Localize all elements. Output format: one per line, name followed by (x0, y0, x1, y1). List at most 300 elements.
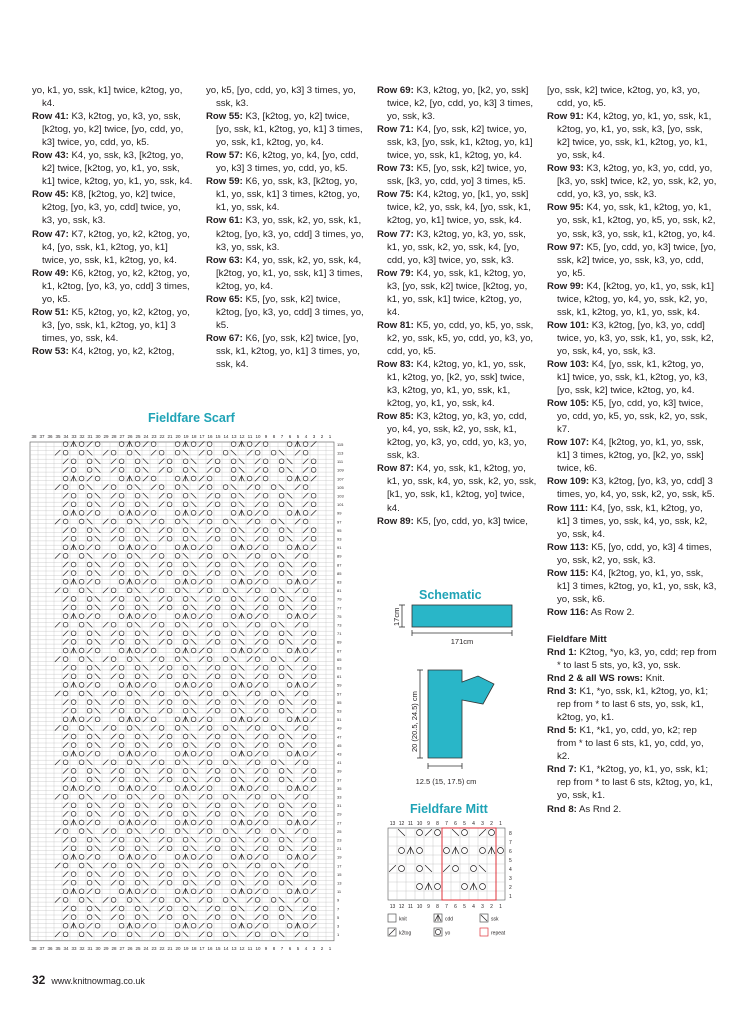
row-label: Row 107: (547, 437, 590, 449)
row-text: yo, k5, [yo, cdd, yo, k3] 3 times, yo, ssk, k3. (206, 85, 356, 110)
row-text: K4, k2tog, yo, k2, k2tog, (71, 345, 175, 357)
instruction-row (377, 319, 537, 358)
scarf-column-number: 7 (280, 434, 284, 439)
pattern-column-4 (547, 84, 717, 816)
mitt-chart-title: Fieldfare Mitt (410, 802, 488, 816)
instruction-row (32, 84, 194, 110)
scarf-column-number: 28 (111, 945, 117, 951)
legend-label-k2tog: k2tog (399, 930, 412, 937)
mitt-instructions (547, 646, 717, 816)
scarf-row-number: 101 (337, 502, 344, 508)
row-label: Rnd 8: (547, 803, 577, 815)
scarf-row-number: 71 (337, 631, 342, 637)
instruction-row (206, 332, 366, 371)
row-text: K1, *k2tog, yo, k1, yo, ssk, k1; rep from * to last 6 sts, k2tog, yo, k1, yo, ssk, k1. (557, 764, 713, 802)
row-text: K3, k2tog, yo, k3, yo, ssk, [k2tog, yo, k2] twice, [yo, cdd, yo, k3] twice, yo, cdd, yo, k5. (42, 111, 184, 149)
mitt-column-number: 2 (490, 821, 493, 827)
row-label: Row 111: (547, 502, 589, 514)
scarf-column-number: 25 (135, 434, 141, 439)
mitt-row-number: 8 (509, 830, 512, 837)
scarf-column-number: 37 (39, 945, 45, 951)
scarf-row-number: 3 (337, 923, 340, 929)
instruction-row (377, 358, 537, 410)
mitt-column-number: 8 (436, 821, 439, 827)
scarf-row-number: 113 (337, 450, 344, 456)
scarf-column-number: 31 (87, 945, 93, 951)
mitt-column-number: 12 (398, 821, 405, 827)
row-label: Row 79: (377, 267, 414, 279)
scarf-column-number: 37 (39, 434, 45, 439)
scarf-column-number: 10 (255, 945, 261, 951)
row-label: Row 83: (377, 358, 414, 370)
row-text: K4, k2tog, yo, k1, yo, ssk, k1, k2tog, yo, [k2, yo, ssk] twice, k3, k2tog, yo, k1, yo, ssk, k1, k2tog, yo, k1, yo, ssk, k4. (387, 358, 526, 410)
scarf-row-number: 85 (337, 570, 342, 576)
instruction-row (547, 541, 717, 567)
scarf-column-number: 2 (320, 434, 324, 439)
row-text: K3, k2tog, [yo, k3, yo, cdd] twice, yo, k3, yo, ssk, k1, yo, ssk, k2, yo, ssk, k4, yo, ssk, k3. (557, 319, 714, 357)
row-label: Row 93: (547, 163, 584, 175)
scarf-row-number: 5 (337, 914, 340, 920)
row-label: Row 61: (206, 215, 243, 227)
scarf-row-number: 1 (337, 932, 340, 938)
row-label: Row 51: (32, 306, 69, 318)
row-label: Row 77: (377, 228, 414, 240)
instruction-row (547, 436, 717, 475)
mitt-column-number: 5 (463, 904, 466, 910)
row-text: K4, [yo, ssk, k2] twice, yo, ssk, k3, [yo, ssk, k1, k2tog, yo, k1] twice, yo, ssk, k1, k2tog, yo, k4. (387, 124, 533, 162)
row-text: As Row 2. (590, 606, 635, 618)
scarf-width-label: 171cm (450, 637, 474, 646)
scarf-column-number: 11 (247, 434, 253, 439)
footer-url[interactable]: www.knitnowmag.co.uk (51, 976, 145, 986)
scarf-row-number: 87 (337, 562, 342, 568)
scarf-height-label: 17cm (392, 607, 401, 626)
mitt-column-number: 9 (427, 904, 430, 910)
scarf-row-number: 39 (337, 768, 342, 774)
scarf-column-number: 20 (175, 434, 181, 439)
row-label: Row 63: (206, 254, 243, 266)
row-text: K5, k2tog, yo, k2, k2tog, yo, k3, [yo, ssk, k1, k2tog, yo, k1] 3 times, yo, ssk, k4. (42, 306, 190, 344)
scarf-row-number: 67 (337, 648, 342, 654)
instruction-row (32, 110, 194, 149)
scarf-column-number: 1 (328, 434, 332, 439)
row-text: K5, [yo, cdd, yo, k3] 4 times, yo, ssk, k2, yo, ssk, k3. (557, 541, 712, 566)
instruction-row (32, 228, 194, 267)
scarf-column-number: 27 (119, 434, 125, 439)
instruction-row (547, 201, 717, 240)
mitt-column-number: 1 (499, 904, 502, 910)
scarf-chart (28, 428, 368, 951)
row-text: K6, k2tog, yo, k4, [yo, cdd, yo, k3] 3 times, yo, cdd, yo, k5. (216, 150, 359, 175)
legend-label-yo: yo (445, 930, 451, 937)
row-text: K1, *yo, ssk, k1, k2tog, yo, k1; rep from * to last 6 sts, yo, ssk, k1, k2tog, yo, k1. (557, 686, 709, 724)
scarf-column-number: 17 (199, 434, 205, 439)
row-label: Row 41: (32, 111, 69, 123)
mitt-length-label: 20 (20.5, 24.5) cm (410, 691, 419, 752)
instruction-row (547, 672, 717, 685)
instruction-row (547, 110, 717, 162)
scarf-row-number: 19 (337, 854, 342, 860)
row-label: Row 49: (32, 267, 69, 279)
mitt-column-number: 2 (490, 904, 493, 910)
scarf-row-number: 35 (337, 785, 342, 791)
row-text: K5, [yo, ssk, k2] twice, k2tog, [yo, k3, yo, cdd] 3 times, yo, k5. (216, 293, 364, 331)
instruction-row (32, 345, 194, 358)
scarf-row-number: 83 (337, 579, 342, 585)
scarf-row-number: 47 (337, 734, 342, 740)
legend-swatch-knit (388, 914, 396, 922)
instruction-row (547, 724, 717, 763)
row-label: Row 73: (377, 163, 414, 175)
scarf-column-number: 8 (272, 434, 276, 439)
scarf-row-number: 37 (337, 777, 342, 783)
row-label: Rnd 7: (547, 764, 577, 776)
scarf-column-number: 32 (79, 945, 85, 951)
instruction-row (206, 149, 366, 175)
scarf-row-number: 69 (337, 639, 342, 645)
scarf-column-number: 20 (175, 945, 181, 951)
row-text: Knit. (645, 673, 665, 685)
scarf-row-number: 41 (337, 760, 342, 766)
legend-label-cdd: cdd (445, 916, 454, 923)
legend-label-ssk: ssk (491, 916, 499, 923)
row-text: K4, [k2tog, yo, k1, yo, ssk, k1] 3 times, k2tog, yo, k1, yo, ssk, k3, yo, ssk, k6. (557, 567, 717, 605)
row-text: K8, [k2tog, yo, k2] twice, k2tog, [yo, k3, yo, cdd] twice, yo, k3, yo, ssk, k3. (42, 189, 181, 227)
row-text: K1, *k1, yo, cdd, yo, k2; rep from * to last 6 sts, k1, yo, cdd, yo, k2. (557, 725, 704, 763)
scarf-column-number: 36 (47, 434, 53, 439)
mitt-column-number: 13 (389, 904, 396, 910)
scarf-column-number: 2 (320, 945, 324, 951)
scarf-column-number: 6 (288, 434, 292, 439)
scarf-column-number: 29 (103, 945, 109, 951)
row-text: K5, [yo, cdd, yo, k3] twice, [yo, ssk, k2] twice, yo, ssk, k3, yo, cdd, yo, k5. (557, 241, 717, 279)
scarf-shape (412, 605, 512, 627)
scarf-row-number: 53 (337, 708, 342, 714)
scarf-row-number: 25 (337, 828, 342, 834)
instruction-row (547, 502, 717, 541)
scarf-row-number: 91 (337, 545, 342, 551)
scarf-column-number: 5 (296, 434, 300, 439)
scarf-row-number: 49 (337, 725, 342, 731)
pattern-column-1 (32, 84, 194, 358)
instruction-row (547, 280, 717, 319)
mitt-column-number: 9 (427, 821, 430, 827)
instruction-row (206, 84, 366, 110)
instruction-row (206, 110, 366, 149)
instruction-row (547, 241, 717, 280)
scarf-column-number: 8 (272, 945, 276, 951)
scarf-row-number: 95 (337, 527, 342, 533)
mitt-column-number: 7 (445, 904, 448, 910)
scarf-chart-title: Fieldfare Scarf (148, 411, 235, 425)
instruction-row (206, 175, 366, 214)
mitt-row-number: 6 (509, 848, 512, 855)
scarf-column-number: 19 (183, 945, 189, 951)
scarf-column-number: 11 (247, 945, 253, 951)
row-text: K4, yo, ssk, k2, yo, ssk, k4, [k2tog, yo, k1, yo, ssk, k1] 3 times, k2tog, yo, k4. (216, 254, 363, 292)
row-label: Row 97: (547, 241, 584, 253)
row-text: K4, [k2tog, yo, k1, yo, ssk, k1] twice, k2tog, yo, k4, yo, ssk, k2, yo, ssk, k1, k2tog, yo, k1, yo, ssk, k4. (557, 280, 714, 318)
scarf-column-number: 21 (167, 434, 173, 439)
scarf-column-number: 3 (312, 945, 316, 951)
mitt-column-number: 13 (389, 821, 396, 827)
scarf-row-number: 103 (337, 493, 344, 499)
scarf-column-number: 3 (312, 434, 316, 439)
mitt-column-number: 1 (499, 821, 502, 827)
mitt-column-number: 4 (472, 821, 475, 827)
scarf-row-number: 105 (337, 484, 344, 490)
scarf-column-number: 26 (127, 434, 133, 439)
scarf-column-number: 34 (63, 434, 69, 439)
scarf-column-number: 30 (95, 945, 101, 951)
scarf-column-number: 22 (159, 434, 165, 439)
scarf-row-number: 33 (337, 794, 342, 800)
scarf-row-number: 79 (337, 596, 342, 602)
mitt-column-number: 10 (416, 821, 423, 827)
row-text: K6, yo, ssk, k3, [k2tog, yo, k1, yo, ssk, k1] 3 times, k2tog, yo, k1, yo, ssk, k4. (216, 176, 360, 214)
scarf-column-number: 18 (191, 945, 197, 951)
row-label: Row 47: (32, 228, 69, 240)
mitt-column-number: 3 (481, 821, 484, 827)
instruction-row (377, 462, 537, 514)
scarf-row-number: 107 (337, 476, 344, 482)
scarf-row-number: 93 (337, 536, 342, 542)
scarf-column-number: 9 (264, 434, 268, 439)
row-text: K4, yo, ssk, k1, k2tog, yo, k3, [yo, ssk, k2] twice, [k2tog, yo, k1, yo, ssk, k1] twice, k2tog, yo, k4. (387, 267, 528, 318)
mitt-row-number: 3 (509, 875, 512, 882)
row-label: Row 71: (377, 124, 414, 136)
scarf-row-number: 65 (337, 656, 342, 662)
row-label: Row 115: (547, 567, 589, 579)
row-label: Row 87: (377, 463, 414, 475)
legend-label-knit: knit (399, 916, 407, 923)
mitt-column-number: 4 (472, 904, 475, 910)
instruction-row (377, 162, 537, 188)
instruction-row (547, 397, 717, 436)
row-label: Row 67: (206, 332, 243, 344)
instruction-row (206, 254, 366, 293)
row-label: Row 95: (547, 202, 584, 214)
scarf-column-number: 13 (231, 434, 237, 439)
row-text: K5, yo, cdd, yo, k5, yo, ssk, k2, yo, ssk, k5, yo, cdd, yo, k3, yo, cdd, yo, k5. (387, 319, 534, 357)
mitt-chart (386, 816, 536, 946)
row-label: Row 57: (206, 150, 243, 162)
scarf-row-number: 11 (337, 889, 342, 895)
mitt-heading: Fieldfare Mitt (547, 633, 607, 645)
mitt-shape (428, 670, 494, 758)
scarf-column-number: 15 (215, 434, 221, 439)
mitt-column-number: 7 (445, 821, 448, 827)
scarf-column-number: 27 (119, 945, 125, 951)
instruction-row (547, 763, 717, 802)
row-text: K4, yo, ssk, k1, k2tog, yo, k1, yo, ssk, k4, yo, ssk, k2, yo, ssk, [k1, yo, ssk, k1, k2tog, yo] twice, k4. (387, 463, 537, 514)
scarf-column-number: 23 (151, 434, 157, 439)
scarf-column-number: 17 (199, 945, 205, 951)
scarf-column-number: 31 (87, 434, 93, 439)
row-text: yo, k1, yo, ssk, k1] twice, k2tog, yo, k4. (32, 85, 183, 110)
row-label: Rnd 5: (547, 725, 577, 737)
row-text: K4, yo, ssk, k1, k2tog, yo, k1, yo, ssk, k1, k2tog, yo, k5, yo, ssk, k2, yo, ssk, k3, yo, ssk, k1, k2tog, yo, k4. (557, 202, 716, 240)
row-label: Row 81: (377, 319, 414, 331)
scarf-column-number: 33 (71, 945, 77, 951)
row-label: Row 55: (206, 111, 243, 123)
row-text: K4, [yo, ssk, k1, k2tog, yo, k1] 3 times, yo, ssk, k4, yo, ssk, k2, yo, ssk, k4. (557, 502, 708, 540)
scarf-column-number: 18 (191, 434, 197, 439)
scarf-row-number: 81 (337, 588, 342, 594)
mitt-column-number: 11 (407, 821, 414, 827)
scarf-column-number: 38 (31, 434, 37, 439)
scarf-column-number: 24 (143, 945, 149, 951)
scarf-column-number: 9 (264, 945, 268, 951)
mitt-width-label: 12.5 (15, 17.5) cm (415, 777, 477, 786)
instruction-row (547, 646, 717, 672)
scarf-column-number: 22 (159, 945, 165, 951)
scarf-column-number: 34 (63, 945, 69, 951)
row-label: Row 103: (547, 358, 590, 370)
scarf-row-number: 45 (337, 742, 342, 748)
row-text: K3, k2tog, yo, k3, yo, cdd, yo, [k3, yo, ssk] twice, k2, yo, ssk, k2, yo, cdd, yo, k3, yo, ssk, k3. (557, 163, 717, 201)
row-text: K3, k2tog, yo, [k2, yo, ssk] twice, k2, [yo, cdd, yo, k3] 3 times, yo, ssk, k3. (387, 85, 534, 123)
scarf-row-number: 89 (337, 553, 342, 559)
mitt-row-number: 5 (509, 857, 512, 864)
row-text: K7, k2tog, yo, k2, k2tog, yo, k4, [yo, ssk, k1, k2tog, yo, k1] twice, yo, ssk, k1, k2tog, yo, k4. (42, 228, 190, 266)
column-4-rows (547, 84, 717, 619)
mitt-column-number: 10 (416, 904, 423, 910)
instruction-row (32, 149, 194, 188)
mitt-row-number: 7 (509, 839, 512, 846)
instruction-row (377, 188, 537, 227)
schematic-title: Schematic (419, 588, 482, 602)
scarf-column-number: 32 (79, 434, 85, 439)
row-text: As Rnd 2. (579, 803, 622, 815)
scarf-row-number: 21 (337, 846, 342, 852)
scarf-column-number: 12 (239, 434, 245, 439)
row-label: Row 101: (547, 319, 590, 331)
row-label: Rnd 2 & all WS rows: (547, 673, 643, 685)
instruction-row (32, 306, 194, 345)
row-text: K5, [yo, cdd, yo, k3] twice, (416, 515, 528, 527)
scarf-column-number: 29 (103, 434, 109, 439)
scarf-column-number: 14 (223, 945, 229, 951)
scarf-column-number: 21 (167, 945, 173, 951)
mitt-row-number: 1 (509, 893, 512, 900)
row-label: Row 99: (547, 280, 584, 292)
scarf-column-number: 26 (127, 945, 133, 951)
mitt-row-number: 2 (509, 884, 512, 891)
row-label: Row 91: (547, 111, 584, 123)
schematic-diagram (390, 600, 530, 800)
row-label: Row 43: (32, 150, 69, 162)
instruction-row (547, 567, 717, 606)
row-text: K4, k2tog, yo, [k1, yo, ssk] twice, k2, yo, ssk, k4, [yo, ssk, k1, k2tog, yo, k1] twice, yo, ssk, k4. (387, 189, 531, 227)
legend-swatch-repeat (480, 928, 488, 936)
scarf-column-number: 24 (143, 434, 149, 439)
row-label: Row 116: (547, 606, 589, 618)
row-label: Row 53: (32, 345, 69, 357)
scarf-column-number: 1 (328, 945, 332, 951)
scarf-column-number: 10 (255, 434, 261, 439)
scarf-column-number: 35 (55, 434, 61, 439)
instruction-row (206, 214, 366, 253)
scarf-row-number: 55 (337, 699, 342, 705)
row-text: K4, [k2tog, yo, k1, yo, ssk, k1] 3 times, k2tog, yo, [k2, yo, ssk] twice, k6. (557, 437, 704, 475)
mitt-column-number: 3 (481, 904, 484, 910)
row-label: Row 113: (547, 541, 589, 553)
scarf-row-number: 15 (337, 871, 342, 877)
scarf-row-number: 63 (337, 665, 342, 671)
scarf-row-number: 97 (337, 519, 342, 525)
scarf-row-number: 17 (337, 863, 342, 869)
mitt-column-number: 11 (407, 904, 414, 910)
pattern-column-3 (377, 84, 537, 528)
scarf-column-number: 4 (304, 434, 308, 439)
row-label: Row 65: (206, 293, 243, 305)
scarf-column-number: 12 (239, 945, 245, 951)
instruction-row (377, 267, 537, 319)
row-text: K3, [k2tog, yo, k2] twice, [yo, ssk, k1, k2tog, yo, k1] 3 times, yo, ssk, k1, k2tog, yo, k4. (216, 111, 363, 149)
row-text: K6, [yo, ssk, k2] twice, [yo, ssk, k1, k2tog, yo, k1] 3 times, yo, ssk, k4. (216, 332, 360, 370)
scarf-column-number: 15 (215, 945, 221, 951)
scarf-column-number: 23 (151, 945, 157, 951)
scarf-row-number: 59 (337, 682, 342, 688)
page-number: 32 (32, 973, 46, 987)
mitt-column-number: 5 (463, 821, 466, 827)
row-text: [yo, ssk, k2] twice, k2tog, yo, k3, yo, cdd, yo, k5. (547, 85, 701, 110)
page-footer (32, 973, 145, 987)
row-text: K3, k2tog, yo, k3, yo, ssk, k1, yo, ssk, k2, yo, ssk, k4, [yo, cdd, yo, k3] twice, yo, ssk, k3. (387, 228, 526, 266)
scarf-column-number: 19 (183, 434, 189, 439)
instruction-row (547, 685, 717, 724)
scarf-row-number: 99 (337, 510, 342, 516)
scarf-row-number: 7 (337, 906, 340, 912)
row-label: Rnd 1: (547, 646, 577, 658)
instruction-row (547, 606, 717, 619)
scarf-row-number: 75 (337, 613, 342, 619)
row-text: K5, [yo, cdd, yo, k3] twice, yo, cdd, yo, k5, yo, ssk, k2, yo, ssk, k7. (557, 398, 708, 436)
instruction-row (547, 162, 717, 201)
scarf-column-number: 14 (223, 434, 229, 439)
scarf-column-number: 30 (95, 434, 101, 439)
instruction-row (547, 84, 717, 110)
scarf-row-number: 51 (337, 717, 342, 723)
row-text: K2tog, *yo, k3, yo, cdd; rep from * to last 5 sts, yo, k3, yo, ssk. (557, 646, 717, 672)
row-text: K6, k2tog, yo, k2, k2tog, yo, k1, k2tog, [yo, k3, yo, cdd] 3 times, yo, k5. (42, 267, 190, 305)
scarf-column-number: 13 (231, 945, 237, 951)
instruction-row (377, 410, 537, 462)
scarf-column-number: 28 (111, 434, 117, 439)
instruction-row (32, 267, 194, 306)
scarf-row-number: 23 (337, 837, 342, 843)
instruction-row (377, 515, 537, 528)
instruction-row (547, 319, 717, 358)
instruction-row (32, 188, 194, 227)
scarf-row-number: 13 (337, 880, 342, 886)
scarf-column-number: 6 (288, 945, 292, 951)
scarf-column-number: 33 (71, 434, 77, 439)
scarf-column-number: 16 (207, 434, 213, 439)
mitt-column-number: 12 (398, 904, 405, 910)
instruction-row (547, 803, 717, 816)
row-text: K4, [yo, ssk, k1, k2tog, yo, k1] twice, yo, ssk, k1, k2tog, yo, k3, [yo, ssk, k2] twice, k2tog, yo, k4. (557, 358, 708, 397)
instruction-row (206, 293, 366, 332)
scarf-row-number: 27 (337, 820, 342, 826)
scarf-row-number: 109 (337, 467, 344, 473)
row-label: Row 105: (547, 398, 590, 410)
scarf-row-number: 43 (337, 751, 342, 757)
scarf-column-number: 36 (47, 945, 53, 951)
row-text: K4, yo, ssk, k3, [k2tog, yo, k2] twice, [k2tog, yo, k1, yo, ssk, k1] twice, k2tog, yo, k1, yo, ssk, k4. (42, 150, 193, 188)
row-label: Row 85: (377, 411, 414, 423)
